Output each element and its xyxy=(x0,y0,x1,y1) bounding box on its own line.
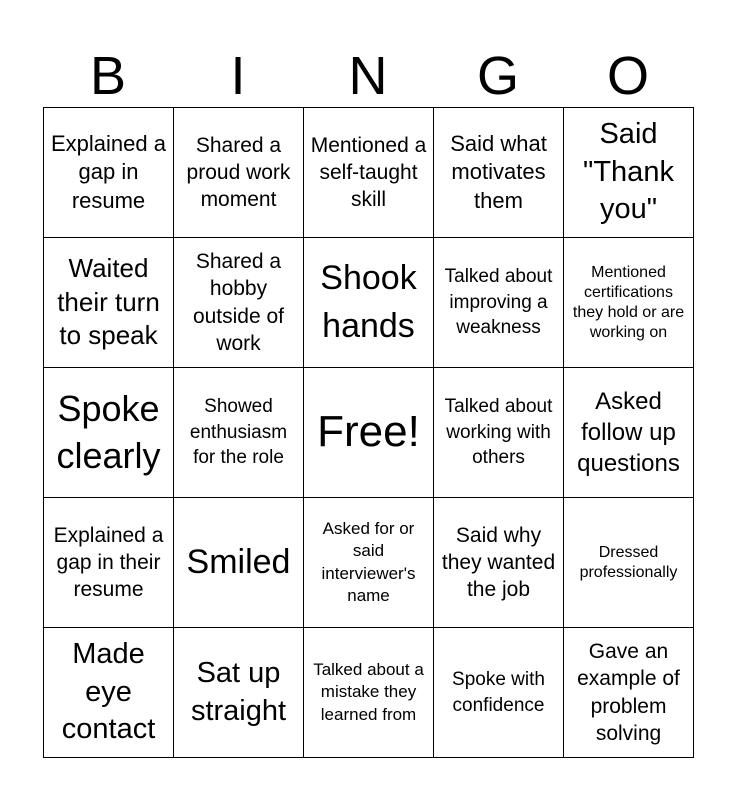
bingo-cell[interactable]: Made eye contact xyxy=(44,628,174,758)
board-row xyxy=(44,498,694,628)
board-row xyxy=(44,368,694,498)
header-letter-o: O xyxy=(606,46,649,106)
bingo-cell[interactable]: Showed enthusiasm for the role xyxy=(174,368,304,498)
bingo-header xyxy=(43,44,693,108)
bingo-cell[interactable]: Dressed professionally xyxy=(564,498,694,628)
bingo-cell[interactable]: Said why they wanted the job xyxy=(434,498,564,628)
bingo-cell[interactable]: Talked about improving a weakness xyxy=(434,238,564,368)
bingo-cell[interactable]: Mentioned certifications they hold or are working on xyxy=(564,238,694,368)
bingo-cell[interactable]: Said "Thank you" xyxy=(564,108,694,238)
bingo-cell[interactable]: Waited their turn to speak xyxy=(44,238,174,368)
bingo-cell[interactable]: Sat up straight xyxy=(174,628,304,758)
bingo-board xyxy=(43,107,694,758)
bingo-cell[interactable]: Smiled xyxy=(174,498,304,628)
bingo-cell[interactable]: Explained a gap in their resume xyxy=(44,498,174,628)
bingo-cell[interactable]: Gave an example of problem solving xyxy=(564,628,694,758)
header-letter-n: N xyxy=(348,46,388,106)
board-row xyxy=(44,238,694,368)
header-letter-g: G xyxy=(476,46,519,106)
board-row xyxy=(44,108,694,238)
bingo-cell[interactable]: Spoke clearly xyxy=(44,368,174,498)
bingo-cell[interactable]: Spoke with confidence xyxy=(434,628,564,758)
bingo-cell[interactable]: Shared a hobby outside of work xyxy=(174,238,304,368)
bingo-cell[interactable]: Mentioned a self-taught skill xyxy=(304,108,434,238)
bingo-cell[interactable]: Said what motivates them xyxy=(434,108,564,238)
header-letter-b: B xyxy=(89,46,127,106)
header-letter-i: I xyxy=(230,46,246,106)
bingo-cell[interactable]: Shook hands xyxy=(304,238,434,368)
bingo-cell[interactable]: Explained a gap in resume xyxy=(44,108,174,238)
bingo-cell[interactable]: Asked follow up questions xyxy=(564,368,694,498)
board-row xyxy=(44,628,694,758)
bingo-cell[interactable]: Shared a proud work moment xyxy=(174,108,304,238)
bingo-cell[interactable]: Asked for or said interviewer's name xyxy=(304,498,434,628)
bingo-cell[interactable]: Talked about working with others xyxy=(434,368,564,498)
bingo-cell[interactable]: Talked about a mistake they learned from xyxy=(304,628,434,758)
bingo-cell-free[interactable]: Free! xyxy=(304,368,434,498)
